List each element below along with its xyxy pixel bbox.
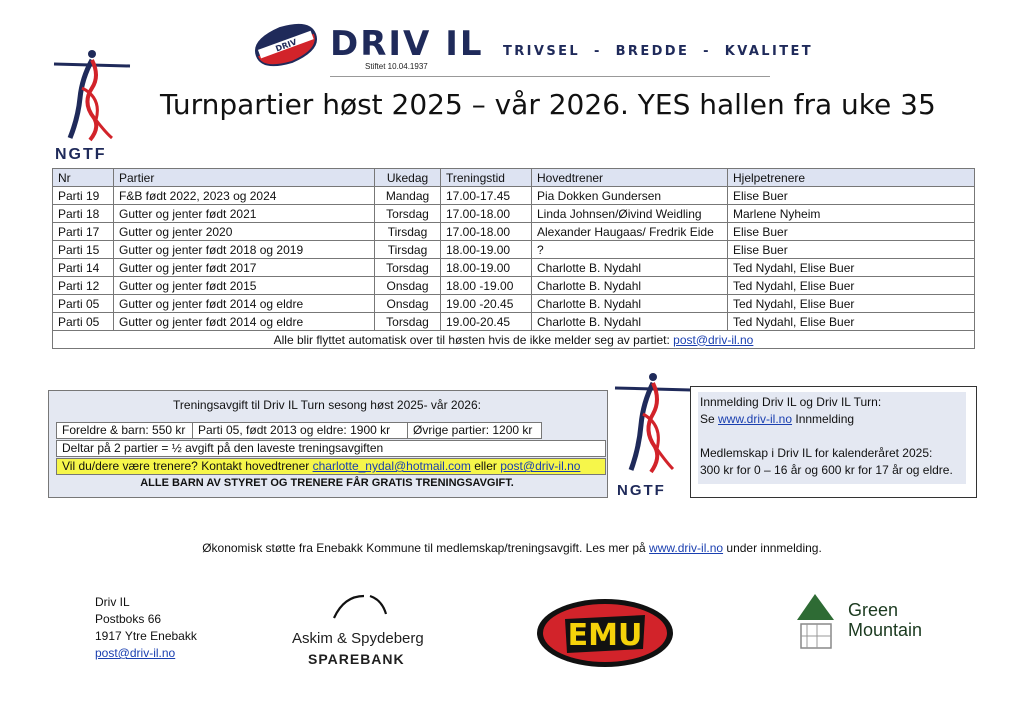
fee-parti05: Parti 05, født 2013 og eldre: 1900 kr (193, 423, 408, 438)
cell-partier: Gutter og jenter født 2017 (114, 259, 375, 277)
cell-hjelpetrenere: Ted Nydahl, Elise Buer (728, 277, 975, 295)
coach-recruitment (56, 458, 606, 475)
cell-nr: Parti 19 (53, 187, 114, 205)
cell-hovedtrener: Pia Dokken Gundersen (532, 187, 728, 205)
page-title: Turnpartier høst 2025 – vår 2026. YES hallen fra uke 35 (160, 88, 936, 121)
table-row (53, 259, 975, 277)
support-note (0, 541, 1024, 555)
table-header-row (53, 169, 975, 187)
cell-treningstid: 19.00 -20.45 (441, 295, 532, 313)
cell-hjelpetrenere: Marlene Nyheim (728, 205, 975, 223)
cell-partier: Gutter og jenter født 2021 (114, 205, 375, 223)
cell-hjelpetrenere: Elise Buer (728, 223, 975, 241)
address-box: Postboks 66 (95, 612, 162, 626)
sparebank-arc-icon (330, 592, 390, 622)
club-email-link[interactable]: post@driv-il.no (500, 459, 581, 473)
coach-call-text: Vil du/dere være trenere? Kontakt hovedtrener (62, 459, 313, 473)
address-email-link[interactable]: post@driv-il.no (95, 646, 176, 660)
header-divider (330, 76, 770, 77)
ngtf-gymnast-logo-2 (613, 370, 693, 475)
fee-other: Øvrige partier: 1200 kr (413, 423, 533, 437)
fee-discount: Deltar på 2 partier = ½ avgift på den laveste treningsavgiften (56, 440, 606, 457)
ngtf-label-2: NGTF (617, 482, 666, 499)
cell-treningstid: 19.00-20.45 (441, 313, 532, 331)
cell-partier: Gutter og jenter født 2018 og 2019 (114, 241, 375, 259)
cell-hjelpetrenere: Ted Nydahl, Elise Buer (728, 295, 975, 313)
registration-suffix: Innmelding (792, 412, 855, 426)
cell-ukedag: Torsdag (375, 259, 441, 277)
emu-sponsor-logo (535, 597, 675, 669)
table-row (53, 241, 975, 259)
ngtf-label: NGTF (55, 146, 107, 163)
cell-partier: Gutter og jenter født 2014 og eldre (114, 295, 375, 313)
cell-hjelpetrenere: Ted Nydahl, Elise Buer (728, 313, 975, 331)
cell-hovedtrener: Charlotte B. Nydahl (532, 277, 728, 295)
coach-or-text: eller (470, 459, 501, 473)
cell-treningstid: 17.00-18.00 (441, 205, 532, 223)
free-fee-note: ALLE BARN AV STYRET OG TRENERE FÅR GRATIS TRENINGSAVGIFT. (140, 477, 514, 489)
cell-hjelpetrenere: Ted Nydahl, Elise Buer (728, 259, 975, 277)
column-header: Nr (53, 169, 114, 187)
support-website-link[interactable]: www.driv-il.no (649, 541, 724, 555)
cell-treningstid: 17.00-18.00 (441, 223, 532, 241)
ngtf-gymnast-logo (52, 48, 132, 143)
coach-email-link[interactable]: charlotte_nydal@hotmail.com (312, 459, 471, 473)
sponsor-green-line1: Green (848, 600, 899, 620)
cell-treningstid: 18.00-19.00 (441, 259, 532, 277)
svg-text:DRIV: DRIV (274, 37, 299, 54)
green-mountain-logo (793, 590, 838, 652)
support-text: Økonomisk støtte fra Enebakk Kommune til medlemskap/treningsavgift. Les mer på (202, 541, 650, 555)
cell-partier: Gutter og jenter født 2015 (114, 277, 375, 295)
cell-treningstid: 18.00 -19.00 (441, 277, 532, 295)
note-email-link[interactable]: post@driv-il.no (673, 332, 754, 347)
registration-website-link[interactable]: www.driv-il.no (718, 412, 793, 426)
sponsor-sparebank-name: Askim & Spydeberg (292, 630, 424, 647)
cell-nr: Parti 17 (53, 223, 114, 241)
cell-hovedtrener: Charlotte B. Nydahl (532, 295, 728, 313)
schedule-table (52, 168, 975, 349)
membership-heading: Medlemskap i Driv IL for kalenderåret 2025: (700, 446, 933, 460)
column-header: Hjelpetrenere (728, 169, 975, 187)
cell-treningstid: 17.00-17.45 (441, 187, 532, 205)
svg-text:EMU: EMU (567, 618, 643, 653)
table-row (53, 295, 975, 313)
cell-ukedag: Tirsdag (375, 241, 441, 259)
cell-hovedtrener: Alexander Haugaas/ Fredrik Eide (532, 223, 728, 241)
cell-partier: Gutter og jenter 2020 (114, 223, 375, 241)
column-header: Partier (114, 169, 375, 187)
table-row (53, 313, 975, 331)
cell-nr: Parti 18 (53, 205, 114, 223)
column-header: Hovedtrener (532, 169, 728, 187)
cell-ukedag: Torsdag (375, 313, 441, 331)
founded-date: Stiftet 10.04.1937 (365, 62, 428, 71)
table-row (53, 277, 975, 295)
table-row (53, 223, 975, 241)
registration-prefix: Se (700, 412, 719, 426)
sponsor-sparebank-label: SPAREBANK (308, 651, 405, 667)
cell-nr: Parti 12 (53, 277, 114, 295)
cell-hovedtrener: Charlotte B. Nydahl (532, 313, 728, 331)
table-row (53, 187, 975, 205)
cell-hovedtrener: Charlotte B. Nydahl (532, 259, 728, 277)
support-suffix: under innmelding. (723, 541, 822, 555)
cell-nr: Parti 05 (53, 295, 114, 313)
cell-hjelpetrenere: Elise Buer (728, 241, 975, 259)
cell-ukedag: Mandag (375, 187, 441, 205)
cell-partier: Gutter og jenter født 2014 og eldre (114, 313, 375, 331)
club-slogan: TRIVSEL - BREDDE - KVALITET (503, 44, 814, 59)
auto-move-note-text: Alle blir flyttet automatisk over til høsten hvis de ikke melder seg av partiet: (273, 332, 674, 347)
fee-amounts-row (56, 422, 542, 439)
registration-heading: Innmelding Driv IL og Driv IL Turn: (700, 395, 882, 409)
cell-ukedag: Torsdag (375, 205, 441, 223)
cell-ukedag: Tirsdag (375, 223, 441, 241)
club-address (95, 594, 197, 662)
membership-prices: 300 kr for 0 – 16 år og 600 kr for 17 år og eldre. (700, 463, 953, 477)
cell-nr: Parti 14 (53, 259, 114, 277)
cell-hovedtrener: ? (532, 241, 728, 259)
driv-club-logo (250, 20, 322, 70)
address-name: Driv IL (95, 595, 130, 609)
cell-hovedtrener: Linda Johnsen/Øivind Weidling (532, 205, 728, 223)
fee-parent-child: Foreldre & barn: 550 kr (57, 423, 193, 438)
cell-treningstid: 18.00-19.00 (441, 241, 532, 259)
table-note-row (53, 331, 975, 349)
column-header: Treningstid (441, 169, 532, 187)
cell-ukedag: Onsdag (375, 277, 441, 295)
cell-ukedag: Onsdag (375, 295, 441, 313)
address-city: 1917 Ytre Enebakk (95, 629, 197, 643)
cell-nr: Parti 05 (53, 313, 114, 331)
cell-nr: Parti 15 (53, 241, 114, 259)
column-header: Ukedag (375, 169, 441, 187)
club-name: DRIV IL (330, 24, 484, 64)
cell-hjelpetrenere: Elise Buer (728, 187, 975, 205)
table-row (53, 205, 975, 223)
auto-move-note (53, 331, 975, 349)
sponsor-green-mountain (848, 600, 922, 640)
sponsor-green-line2: Mountain (848, 620, 923, 640)
fee-title: Treningsavgift til Driv IL Turn sesong høst 2025- vår 2026: (173, 398, 481, 412)
registration-link-line (700, 412, 854, 426)
cell-partier: F&B født 2022, 2023 og 2024 (114, 187, 375, 205)
